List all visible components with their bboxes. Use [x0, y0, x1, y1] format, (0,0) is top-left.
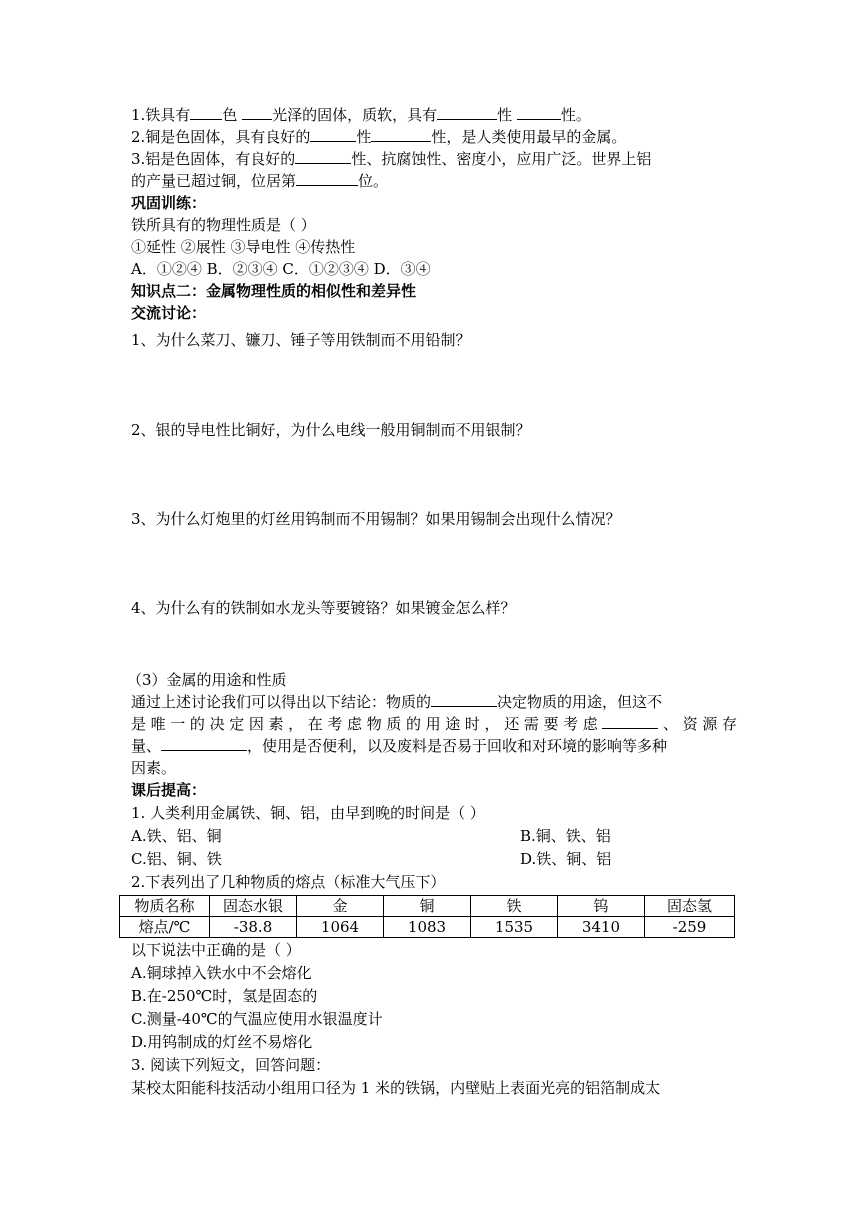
table-header-cell: 固态氢 [645, 896, 735, 917]
blank [437, 104, 497, 120]
blank [310, 126, 356, 142]
table-cell: -38.8 [210, 917, 297, 938]
option-a: A.铁、铝、铜 [131, 827, 222, 845]
option-b: B.在-250℃时，氢是固态的 [131, 987, 318, 1005]
table-header-cell: 钨 [558, 896, 645, 917]
discussion-heading: 交流讨论： [131, 304, 207, 322]
uses-paragraph-line: 因素。 [131, 759, 177, 777]
table-header-cell: 物质名称 [120, 896, 210, 917]
text: 决定物质的用途，但这不 [497, 693, 663, 711]
melting-point-table [119, 895, 735, 938]
text: 性 [356, 128, 372, 146]
text: 2.铜是色固体，具有良好的 [131, 128, 311, 146]
discussion-question: 3、为什么灯炮里的灯丝用钨制而不用锡制？如果用锡制会出现什么情况？ [131, 510, 621, 528]
section-heading: 知识点二：金属物理性质的相似性和差异性 [131, 282, 417, 300]
option-b: B.铜、铁、铝 [520, 827, 611, 845]
blank [296, 170, 358, 186]
text: 是唯一的决定因素，在考虑物质的用途时，还需要考虑 [131, 715, 603, 733]
uses-paragraph-line [131, 713, 737, 735]
table-cell: 1535 [471, 917, 558, 938]
option-d: D.铁、铜、铝 [520, 850, 612, 868]
text: 性 [497, 106, 517, 124]
practice-choices: ①延性 ②展性 ③导电性 ④传热性 [131, 238, 356, 256]
text: 性、抗腐蚀性、密度小，应用广泛。世界上铝 [351, 150, 652, 168]
blank [190, 104, 222, 120]
table-cell: 1083 [384, 917, 471, 938]
practice-question: 铁所具有的物理性质是（ ） [131, 216, 316, 234]
text: 1.铁具有 [131, 106, 191, 124]
blank [161, 735, 247, 751]
question: 3. 阅读下列短文，回答问题： [131, 1056, 331, 1074]
table-header-cell: 金 [297, 896, 384, 917]
table-cell: 熔点/℃ [120, 917, 210, 938]
text: 性，是人类使用最早的金属。 [431, 128, 627, 146]
option-c: C.测量-40℃的气温应使用水银温度计 [131, 1010, 383, 1028]
table-header-cell: 固态水银 [210, 896, 297, 917]
practice-heading: 巩固训练： [131, 194, 207, 212]
fill-line-iron [131, 104, 591, 126]
discussion-question: 2、银的导电性比铜好，为什么电线一般用铜制而不用银制？ [131, 421, 531, 439]
uses-paragraph-line [131, 691, 662, 713]
question: 以下说法中正确的是（ ） [131, 941, 301, 959]
text: 、资源存 [658, 715, 737, 733]
text: 的产量已超过铜，位居第 [131, 172, 297, 190]
text: 色 [222, 106, 243, 124]
passage-text: 某校太阳能科技活动小组用口径为 1 米的铁锅，内壁贴上表面光亮的铝箔制成太 [131, 1079, 661, 1097]
table-cell: 1064 [297, 917, 384, 938]
table-header-row [120, 896, 735, 917]
uses-heading: （3）金属的用途和性质 [127, 671, 287, 689]
table-cell: -259 [645, 917, 735, 938]
blank [431, 691, 497, 707]
practice-options: A．①②④ B．②③④ C．①②③④ D．③④ [131, 260, 431, 278]
option-d: D.用钨制成的灯丝不易熔化 [131, 1033, 313, 1051]
table-row [120, 917, 735, 938]
fill-line-aluminum [131, 148, 651, 170]
after-class-heading: 课后提高： [131, 781, 207, 799]
text: ，使用是否便利，以及废料是否易于回收和对环境的影响等多种 [247, 737, 668, 755]
blank [517, 104, 561, 120]
text: 性。 [560, 106, 591, 124]
text: 量、 [131, 737, 162, 755]
text: 3.铝是色固体，有良好的 [131, 150, 296, 168]
discussion-question: 4、为什么有的铁制如水龙头等要镀铬？如果镀金怎么样？ [131, 599, 516, 617]
question: 2.下表列出了几种物质的熔点（标准大气压下） [131, 873, 446, 891]
table-cell: 3410 [558, 917, 645, 938]
option-row [131, 848, 612, 870]
table-header-cell: 铜 [384, 896, 471, 917]
blank [295, 148, 351, 164]
blank [602, 713, 658, 729]
table-header-cell: 铁 [471, 896, 558, 917]
text: 通过上述讨论我们可以得出以下结论：物质的 [131, 693, 432, 711]
option-c: C.铝、铜、铁 [131, 850, 222, 868]
option-row [131, 825, 611, 847]
option-a: A.铜球掉入铁水中不会熔化 [131, 964, 312, 982]
text: 光泽的固体，质软，具有 [272, 106, 438, 124]
discussion-question: 1、为什么菜刀、镰刀、锤子等用铁制而不用铅制？ [131, 331, 471, 349]
fill-line-copper [131, 126, 626, 148]
text: 位。 [358, 172, 389, 190]
fill-line-aluminum-rank [131, 170, 388, 192]
blank [242, 104, 272, 120]
question: 1. 人类利用金属铁、铜、铝，由早到晚的时间是（ ） [131, 804, 485, 822]
blank [371, 126, 431, 142]
uses-paragraph-line [131, 735, 667, 757]
